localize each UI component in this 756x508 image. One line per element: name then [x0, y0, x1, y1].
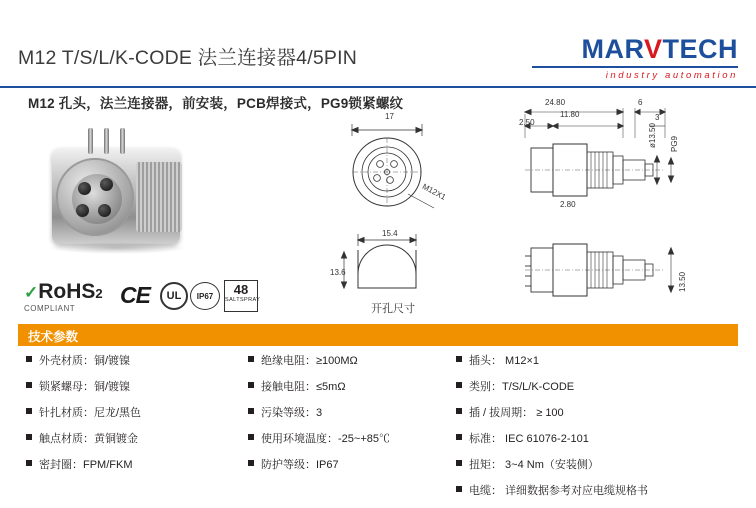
bullet-icon: [456, 434, 462, 440]
front-thread-dim: M12X1: [420, 182, 448, 202]
cutout-height-dim: 13.6: [330, 268, 346, 277]
saltspray-hours: 48: [233, 282, 249, 297]
spec-text: 插 / 拔周期： ≥ 100: [469, 407, 564, 419]
spec-item: [456, 404, 748, 430]
cutout-caption: 开孔尺寸: [371, 303, 415, 315]
spec-item: [248, 430, 463, 456]
side-d3-dim: 6: [638, 98, 643, 107]
spec-text: 密封圈：FPM/FKM: [39, 459, 133, 471]
spec-text: 防护等级：IP67: [261, 459, 339, 471]
connector-face: [56, 158, 134, 236]
spec-text: 外壳材质：铜/镀镍: [39, 355, 131, 367]
solder-pin: [88, 128, 93, 154]
spec-item: [26, 404, 241, 430]
spec-column-3: [456, 352, 748, 508]
spec-item: [248, 456, 463, 482]
spec-text: 针扎材质：尼龙/黑色: [39, 407, 142, 419]
spec-section-bar: [18, 324, 738, 346]
spec-text: 触点材质：黄铜镀金: [39, 433, 138, 445]
bullet-icon: [456, 486, 462, 492]
logo-wordmark: [528, 36, 738, 63]
bullet-icon: [248, 356, 254, 362]
spec-item: [456, 482, 748, 508]
side-d4-dim: 3: [655, 113, 660, 122]
contact-hole: [78, 182, 91, 195]
rohs-label: RoHS: [38, 280, 96, 303]
bullet-icon: [248, 460, 254, 466]
spec-item: [26, 378, 241, 404]
side-d2-dim: 11.80: [560, 110, 580, 119]
spec-column-1: [26, 352, 241, 482]
spec-item: [26, 430, 241, 456]
spec-item: [456, 456, 748, 482]
spec-item: [248, 378, 463, 404]
bullet-icon: [26, 460, 32, 466]
photo-shadow: [48, 242, 188, 254]
contact-hole: [100, 178, 113, 191]
page-header: [0, 0, 756, 92]
saltspray-caption: SALTSPRAY: [225, 297, 261, 303]
bullet-icon: [248, 382, 254, 388]
spec-text: 标准： IEC 61076-2-101: [469, 433, 589, 445]
spec-item: [456, 352, 748, 378]
spec-column-2: [248, 352, 463, 482]
saltspray-logo: [224, 280, 261, 312]
logo-text-mar: MAR: [581, 34, 644, 64]
spec-text: 污染等级：3: [261, 407, 323, 419]
spec-table: [18, 352, 738, 497]
solder-pin: [104, 128, 109, 154]
ul-logo: UL: [160, 282, 188, 310]
spec-item: [248, 404, 463, 430]
spec-text: 锁紧螺母：铜/镀镍: [39, 381, 131, 393]
logo-divider: [532, 66, 738, 68]
spec-text: 使用环境温度：-25~+85℃: [261, 433, 390, 445]
bullet-icon: [26, 434, 32, 440]
side-view-top-drawing: [505, 96, 715, 216]
spec-item: [456, 378, 748, 404]
pg-thread-label: PG9: [670, 135, 679, 152]
bullet-icon: [26, 408, 32, 414]
spec-text: 插头： M12×1: [469, 355, 539, 367]
spec-text: 绝缘电阻：≥100MΩ: [261, 355, 358, 367]
cutout-width-dim: 15.4: [382, 229, 398, 238]
bullet-icon: [456, 382, 462, 388]
product-subtitle: M12 孔头，法兰连接器，前安装，PCB焊接式，PG9锁紧螺纹: [28, 96, 404, 111]
spec-item: [26, 352, 241, 378]
ip-rating-logo: IP67: [190, 282, 220, 310]
spec-text: 扭矩： 3~4 Nm（安装侧）: [469, 459, 599, 471]
spec-text: 类别：T/S/L/K-CODE: [469, 381, 575, 393]
side-total-dim: 24.80: [545, 98, 566, 107]
solder-pin: [120, 128, 125, 154]
spec-item: [248, 352, 463, 378]
ce-logo: CE: [120, 282, 150, 308]
page-title: M12 T/S/L/K-CODE 法兰连接器4/5PIN: [18, 47, 357, 69]
spec-section-title: 技术参数: [28, 330, 79, 344]
side-d1-dim: 2.50: [519, 118, 535, 127]
rohs-caption: COMPLIANT: [24, 304, 76, 313]
cutout-drawing: [330, 228, 460, 308]
bullet-icon: [456, 408, 462, 414]
contact-hole: [76, 204, 89, 217]
knurled-ring: [136, 162, 182, 232]
spec-text: 电缆： 详细数据参考对应电缆规格书: [469, 485, 649, 497]
bullet-icon: [248, 434, 254, 440]
logo-tagline: industry automation: [605, 70, 738, 81]
logo-text-tech: TECH: [662, 34, 738, 64]
bullet-icon: [26, 356, 32, 362]
side-bottom-height-dim: 13.50: [678, 271, 687, 292]
side-od-dim: ø13.50: [648, 123, 657, 148]
side-d5-dim: 2.80: [560, 200, 576, 209]
rohs-logo: [24, 280, 103, 313]
spec-item: [456, 430, 748, 456]
bullet-icon: [248, 408, 254, 414]
connector-face-inner: [72, 174, 122, 224]
spec-item: [26, 456, 241, 482]
connector-body-image: [52, 148, 180, 244]
product-photo: [26, 126, 216, 266]
logo-text-v: V: [643, 34, 663, 64]
company-logo: [528, 36, 738, 80]
rohs-version: 2: [95, 286, 103, 301]
bullet-icon: [456, 460, 462, 466]
header-divider: [0, 86, 756, 88]
front-width-dim: 17: [385, 112, 394, 121]
certification-logos: [24, 276, 261, 318]
bullet-icon: [456, 356, 462, 362]
spec-text: 接触电阻：≤5mΩ: [261, 381, 346, 393]
contact-hole: [98, 204, 111, 217]
front-view-drawing: [330, 110, 460, 220]
bullet-icon: [26, 382, 32, 388]
leaf-icon: ✓: [24, 283, 39, 302]
